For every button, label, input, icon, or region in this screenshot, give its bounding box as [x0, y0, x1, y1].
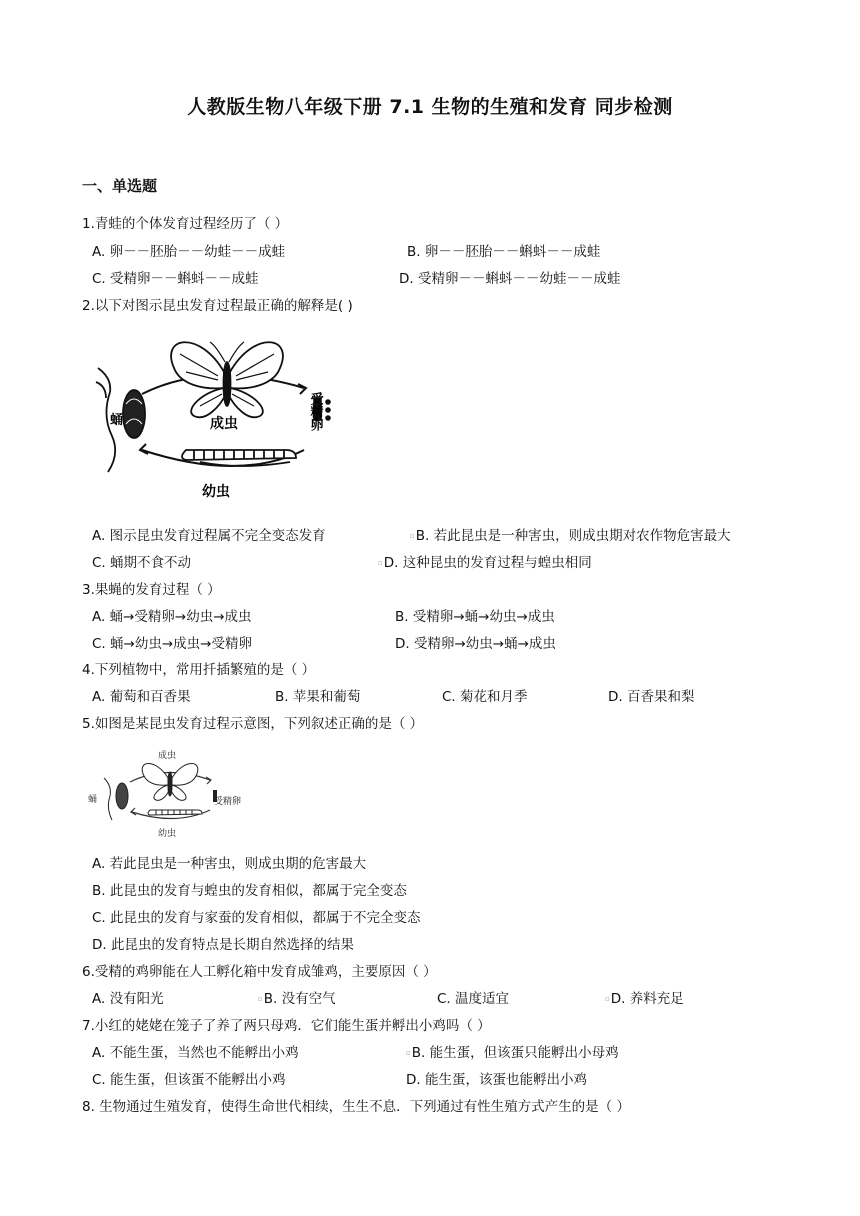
q1-option-c[interactable]: C. 受精卵－－蝌蚪－－成蛙	[92, 271, 259, 287]
q5-option-d[interactable]: D. 此昆虫的发育特点是长期自然选择的结果	[92, 937, 354, 953]
question-8-stem: 8. 生物通过生殖发育，使得生命世代相续，生生不息．下列通过有性生殖方式产生的是（ ）	[82, 1099, 630, 1115]
q4-option-a[interactable]: A. 葡萄和百香果	[92, 689, 191, 705]
q4-option-c[interactable]: C. 菊花和月季	[442, 689, 528, 705]
q2-option-b[interactable]	[410, 524, 731, 544]
q4-option-b[interactable]: B. 苹果和葡萄	[275, 689, 361, 705]
butterfly-icon	[171, 342, 283, 417]
q3-option-b[interactable]: B. 受精卵→蛹→幼虫→成虫	[395, 609, 555, 625]
figure-label-pupa: 蛹	[110, 413, 124, 428]
q7-option-c[interactable]: C. 能生蛋，但该蛋不能孵出小鸡	[92, 1072, 286, 1088]
figure-label-larva: 幼虫	[158, 829, 177, 839]
q6-option-b[interactable]	[258, 987, 336, 1007]
q1-option-a[interactable]: A. 卵－－胚胎－－幼蛙－－成蛙	[92, 244, 286, 260]
q3-option-c[interactable]: C. 蛹→幼虫→成虫→受精卵	[92, 636, 252, 652]
insect-lifecycle-figure-small	[86, 748, 256, 840]
checkbox-marker-icon: ▫	[605, 995, 610, 1003]
q7-option-b-text: B. 能生蛋，但该蛋只能孵出小母鸡	[411, 1045, 619, 1061]
question-1-stem: 1.青蛙的个体发育过程经历了（ ）	[82, 216, 289, 232]
q3-option-a[interactable]: A. 蛹→受精卵→幼虫→成虫	[92, 609, 252, 625]
q6-option-d-text: D. 养料充足	[610, 991, 684, 1007]
q5-option-a[interactable]: A. 若此昆虫是一种害虫，则成虫期的危害最大	[92, 856, 367, 872]
q7-option-a[interactable]: A. 不能生蛋，当然也不能孵出小鸡	[92, 1045, 299, 1061]
q5-option-b[interactable]: B. 此昆虫的发育与蝗虫的发育相似，都属于完全变态	[92, 883, 407, 899]
q4-option-d[interactable]: D. 百香果和梨	[608, 689, 695, 705]
q6-option-d[interactable]	[605, 987, 684, 1007]
q6-option-a[interactable]: A. 没有阳光	[92, 991, 164, 1007]
q2-option-d[interactable]	[378, 551, 592, 571]
q2-option-b-text: B. 若此昆虫是一种害虫，则成虫期对农作物危害最大	[415, 528, 731, 544]
butterfly-icon	[142, 764, 198, 801]
q6-option-c[interactable]: C. 温度适宜	[437, 991, 510, 1007]
page-title: 人教版生物八年级下册 7.1 生物的生殖和发育 同步检测	[187, 96, 673, 118]
q1-option-b[interactable]: B. 卵－－胚胎－－蝌蚪－－成蛙	[407, 244, 601, 260]
q2-option-a[interactable]: A. 图示昆虫发育过程属不完全变态发育	[92, 528, 326, 544]
q7-option-d[interactable]: D. 能生蛋，该蛋也能孵出小鸡	[406, 1072, 587, 1088]
figure-label-egg: 受精卵	[307, 392, 323, 431]
checkbox-marker-icon: ▫	[410, 532, 415, 540]
larva-icon	[148, 810, 202, 815]
insect-lifecycle-figure-large	[90, 332, 340, 504]
question-7-stem: 7.小红的姥姥在笼子了养了两只母鸡．它们能生蛋并孵出小鸡吗（ ）	[82, 1018, 491, 1034]
figure-label-adult: 成虫	[158, 751, 177, 761]
figure-label-egg: 受精卵	[214, 797, 242, 807]
q6-option-b-text: B. 没有空气	[263, 991, 336, 1007]
q1-option-d[interactable]: D. 受精卵－－蝌蚪－－幼蛙－－成蛙	[399, 271, 621, 287]
pupa-icon	[104, 778, 128, 820]
q3-option-d[interactable]: D. 受精卵→幼虫→蛹→成虫	[395, 636, 556, 652]
q5-option-c[interactable]: C. 此昆虫的发育与家蚕的发育相似，都属于不完全变态	[92, 910, 421, 926]
figure-label-pupa: 蛹	[88, 795, 98, 805]
q7-option-b[interactable]	[406, 1041, 619, 1061]
q2-option-c[interactable]: C. 蛹期不食不动	[92, 555, 192, 571]
question-5-stem: 5.如图是某昆虫发育过程示意图，下列叙述正确的是（ ）	[82, 716, 424, 732]
figure-label-adult: 成虫	[210, 416, 238, 432]
question-2-stem: 2.以下对图示昆虫发育过程最正确的解释是( )	[82, 298, 353, 314]
checkbox-marker-icon: ▫	[258, 995, 263, 1003]
question-4-stem: 4.下列植物中，常用扦插繁殖的是（ ）	[82, 662, 316, 678]
question-6-stem: 6.受精的鸡卵能在人工孵化箱中发育成雏鸡，主要原因（ ）	[82, 964, 437, 980]
question-3-stem: 3.果蝇的发育过程（ ）	[82, 582, 221, 598]
q2-option-d-text: D. 这种昆虫的发育过程与蝗虫相同	[383, 555, 592, 571]
checkbox-marker-icon: ▫	[378, 559, 383, 567]
figure-label-larva: 幼虫	[202, 484, 230, 500]
section-heading: 一、单选题	[82, 177, 158, 195]
checkbox-marker-icon: ▫	[406, 1049, 411, 1057]
